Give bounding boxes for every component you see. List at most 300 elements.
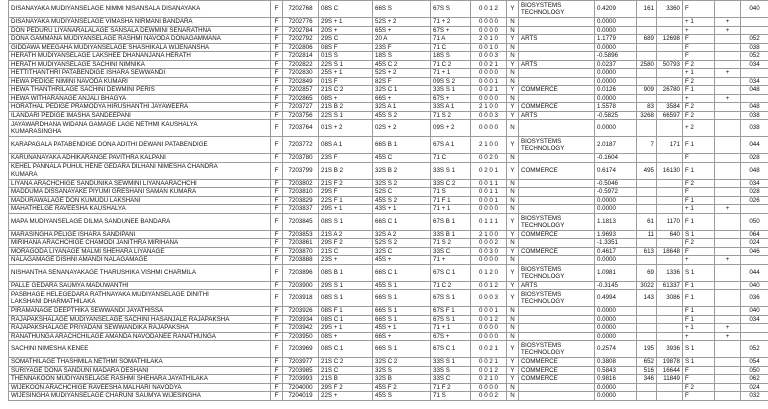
subject-1-result: 01S F (319, 77, 373, 86)
subject-1-result: 21S C 2 (319, 86, 373, 95)
result-code: 064 (741, 230, 768, 239)
common-test-result (715, 179, 741, 188)
district-rank (637, 239, 657, 248)
district-rank (637, 256, 657, 265)
common-test-result (715, 230, 741, 239)
subject-1-result: 22S S 1 (319, 111, 373, 120)
student-name: GIDDAWA MEEGAHA MUDIYANSELAGE SHASHIKALA WIJENANSHA (9, 43, 271, 52)
subject-3-result: 71 S 2 (431, 111, 471, 120)
z-score: -0.5896 (595, 52, 637, 61)
grade-counts: 0 0 0 0 (471, 94, 507, 103)
z-score: 0.0126 (595, 86, 637, 95)
subject-3-result: 71 C 2 (431, 281, 471, 290)
district-rank: 2580 (637, 60, 657, 69)
common-test-result (715, 247, 741, 256)
table-row (9, 120, 768, 137)
gender: F (271, 154, 283, 163)
district-rank (637, 307, 657, 316)
subject-1-result: 21S F 2 (319, 179, 373, 188)
subject-2-result: 32S S (373, 366, 431, 375)
result-code: 024 (741, 383, 768, 392)
student-name: SURIYAGE DONA SANDUNI MADARA DESHANI (9, 366, 271, 375)
student-name: DISANAYAKA MUDIYANSELAGE VIMASHA NIRMANI BANDARA (9, 18, 271, 27)
eligibility-flag: N (507, 239, 519, 248)
district-rank: 83 (637, 103, 657, 112)
common-test-result (715, 162, 741, 179)
subject-3-result: 33S A 1 (431, 103, 471, 112)
grade-counts: 0 0 3 0 (471, 247, 507, 256)
index-number: 7202768 (283, 1, 319, 18)
general-test-result: S 1 (683, 341, 715, 358)
gender: F (271, 324, 283, 333)
eligibility-flag: Y (507, 137, 519, 154)
common-test-result: + (715, 94, 741, 103)
subject-1-result: 08S S 1 (319, 213, 373, 230)
grade-counts: 0 0 1 1 (471, 179, 507, 188)
subject-1-result: 20S + (319, 26, 373, 35)
district-rank: 495 (637, 162, 657, 179)
index-number: 7203896 (283, 264, 319, 281)
student-name: MIRIHANA ARACHCHIGE CHAMODI JANITHRA MIRIHANA (9, 239, 271, 248)
eligibility-flag: Y (507, 86, 519, 95)
island-rank (657, 77, 683, 86)
subject-1-result: 08S S 1 (319, 290, 373, 307)
gender: F (271, 179, 283, 188)
island-rank: 26780 (657, 86, 683, 95)
subject-1-result: 21S B (319, 375, 373, 384)
gender: F (271, 341, 283, 358)
eligibility-flag: Y (507, 264, 519, 281)
subject-1-result: 01S S (319, 52, 373, 61)
subject-2-result: 66S B 1 (373, 137, 431, 154)
stream: COMMERCE (519, 103, 595, 112)
general-test-result: F 1 (683, 137, 715, 154)
island-rank: 640 (657, 230, 683, 239)
grade-counts: 0 0 0 1 (471, 77, 507, 86)
general-test-result: F 2 (683, 239, 715, 248)
district-rank (637, 324, 657, 333)
stream: BIOSYSTEMS TECHNOLOGY (519, 264, 595, 281)
z-score: 0.0000 (595, 392, 637, 401)
index-number: 7203853 (283, 230, 319, 239)
island-rank (657, 52, 683, 61)
index-number: 7203942 (283, 324, 319, 333)
z-score: -0.5825 (595, 111, 637, 120)
z-score: 0.0000 (595, 18, 637, 27)
general-test-result: + (683, 94, 715, 103)
gender: F (271, 26, 283, 35)
index-number: 7203977 (283, 358, 319, 367)
subject-3-result: 67S F 1 (431, 307, 471, 316)
student-name: KEHEL PANNALA PUHUL HENE GEDARA DILHANI NIMESHA CHANDRA KUMARA (9, 162, 271, 179)
table-row (9, 103, 768, 112)
grade-counts: 0 0 0 0 (471, 120, 507, 137)
stream (519, 52, 595, 61)
result-code: 050 (741, 366, 768, 375)
subject-3-result: 67S C 1 (431, 341, 471, 358)
gender: F (271, 137, 283, 154)
subject-2-result: 32S C 2 (373, 358, 431, 367)
subject-2-result: 32S B 2 (373, 162, 431, 179)
z-score: 0.4209 (595, 1, 637, 18)
result-code: 028 (741, 188, 768, 197)
eligibility-flag: Y (507, 103, 519, 112)
subject-2-result: 45S + (373, 256, 431, 265)
common-test-result (715, 196, 741, 205)
island-rank: 1336 (657, 264, 683, 281)
table-row (9, 77, 768, 86)
island-rank: 50793 (657, 60, 683, 69)
grade-counts: 0 0 1 2 (471, 315, 507, 324)
gender: F (271, 315, 283, 324)
grade-counts: 0 0 0 0 (471, 26, 507, 35)
district-rank (637, 205, 657, 214)
island-rank (657, 94, 683, 103)
student-name: PASBHAGE HELEGEDARA RATHNAYAKA MUDIYANSELAGE DINITHI LAKSHANI DHARMATHILAKA (9, 290, 271, 307)
index-number: 7203772 (283, 137, 319, 154)
district-rank (637, 52, 657, 61)
district-rank (637, 383, 657, 392)
island-rank: 3086 (657, 290, 683, 307)
stream: BIOSYSTEMS TECHNOLOGY (519, 341, 595, 358)
grade-counts: 2 1 0 0 (471, 137, 507, 154)
district-rank: 346 (637, 375, 657, 384)
subject-2-result: 20 A (373, 35, 431, 44)
student-name: PIRAMANAGE DEEPTHIKA SEWWANDI JAYATHISSA (9, 307, 271, 316)
stream (519, 179, 595, 188)
eligibility-flag: N (507, 324, 519, 333)
grade-counts: 0 2 1 0 (471, 375, 507, 384)
z-score: 1.5578 (595, 103, 637, 112)
result-code: 038 (741, 111, 768, 120)
subject-1-result: 29S + 1 (319, 324, 373, 333)
grade-counts: 0 0 2 0 (471, 154, 507, 163)
student-name: JAYAWARDHANA WIDANA GAMAGE LAGE NETHMI KAUSHALYA KUMARASINGHA (9, 120, 271, 137)
subject-1-result: 23S F (319, 154, 373, 163)
student-name: HERATH MUDIYANSELAGE SACHINI NIMNIKA (9, 60, 271, 69)
z-score: 0.4994 (595, 290, 637, 307)
index-number: 7202814 (283, 52, 319, 61)
grade-counts: 0 0 0 0 (471, 256, 507, 265)
stream (519, 18, 595, 27)
island-rank: 171 (657, 137, 683, 154)
district-rank (637, 94, 657, 103)
stream: COMMERCE (519, 247, 595, 256)
result-code: 036 (741, 290, 768, 307)
subject-3-result: 71 + 1 (431, 324, 471, 333)
eligibility-flag: Y (507, 60, 519, 69)
z-score: 0.0000 (595, 383, 637, 392)
stream: ARTS (519, 60, 595, 69)
general-test-result: F (683, 392, 715, 401)
table-row (9, 1, 768, 18)
eligibility-flag: Y (507, 230, 519, 239)
common-test-result (715, 1, 741, 18)
eligibility-flag: Y (507, 281, 519, 290)
district-rank (637, 69, 657, 78)
grade-counts: 0 0 0 0 (471, 205, 507, 214)
general-test-result: S 1 (683, 230, 715, 239)
subject-2-result: 32S C 1 (373, 86, 431, 95)
index-number: 7203810 (283, 188, 319, 197)
z-score: 0.4617 (595, 247, 637, 256)
island-rank (657, 315, 683, 324)
gender: F (271, 358, 283, 367)
island-rank: 3360 (657, 1, 683, 18)
subject-1-result: 22S + (319, 392, 373, 401)
subject-1-result: 21S C (319, 366, 373, 375)
result-code: 038 (741, 120, 768, 137)
result-code: 050 (741, 213, 768, 230)
subject-1-result: 21S C (319, 247, 373, 256)
subject-2-result: 45S S 1 (373, 281, 431, 290)
general-test-result: + (683, 26, 715, 35)
stream: COMMERCE (519, 366, 595, 375)
z-score: -0.5046 (595, 179, 637, 188)
common-test-result (715, 60, 741, 69)
district-rank (637, 120, 657, 137)
subject-2-result: 45S S (373, 392, 431, 401)
eligibility-flag: N (507, 315, 519, 324)
index-number: 7203756 (283, 111, 319, 120)
stream: COMMERCE (519, 86, 595, 95)
results-table (8, 0, 768, 401)
island-rank (657, 43, 683, 52)
subject-3-result: 33S S 1 (431, 162, 471, 179)
gender: F (271, 43, 283, 52)
district-rank (637, 179, 657, 188)
subject-2-result: 52S + 2 (373, 69, 431, 78)
subject-2-result: 82S F (373, 77, 431, 86)
common-test-result (715, 383, 741, 392)
index-number: 7202822 (283, 60, 319, 69)
table-row (9, 332, 768, 341)
district-rank (637, 154, 657, 163)
table-row (9, 162, 768, 179)
student-name: HETTITHANTHRI PATABENDIGE ISHARA SEWWANDI (9, 69, 271, 78)
stream: BIOSYSTEMS TECHNOLOGY (519, 1, 595, 18)
student-name: RANATHUNGA ARACHCHILAGE AMANDA NAVODANEE RANATHUNGA (9, 332, 271, 341)
stream: COMMERCE (519, 162, 595, 179)
stream (519, 392, 595, 401)
stream: BIOSYSTEMS TECHNOLOGY (519, 213, 595, 230)
subject-1-result: 29S C (319, 35, 373, 44)
grade-counts: 0 0 0 2 (471, 392, 507, 401)
z-score: 0.0237 (595, 60, 637, 69)
eligibility-flag: Y (507, 111, 519, 120)
common-test-result: + (715, 69, 741, 78)
subject-2-result: 52S C (373, 188, 431, 197)
general-test-result: F (683, 247, 715, 256)
stream (519, 307, 595, 316)
common-test-result (715, 281, 741, 290)
subject-3-result: 33S S 1 (431, 358, 471, 367)
result-code (741, 69, 768, 78)
table-row (9, 188, 768, 197)
eligibility-flag: N (507, 69, 519, 78)
student-name: DON PEDURU LIYANARALALAGE SANSALA DEWMINI SENARATHNA (9, 26, 271, 35)
subject-2-result: 66S S 1 (373, 315, 431, 324)
subject-1-result: 08S A 1 (319, 137, 373, 154)
stream (519, 196, 595, 205)
stream (519, 383, 595, 392)
gender: F (271, 213, 283, 230)
stream: COMMERCE (519, 375, 595, 384)
student-name: MADDUMA DISSANAYAKE PIYUMI GRESHANI SAMAN KUMARA (9, 188, 271, 197)
subject-3-result: 71 + 2 (431, 18, 471, 27)
table-row (9, 43, 768, 52)
stream (519, 77, 595, 86)
island-rank (657, 196, 683, 205)
stream: BIOSYSTEMS TECHNOLOGY (519, 290, 595, 307)
common-test-result (715, 239, 741, 248)
district-rank (637, 188, 657, 197)
subject-2-result: 45S + 1 (373, 324, 431, 333)
gender: F (271, 69, 283, 78)
student-name: HEWA WITHARANAGE ANJALI BHAGYA (9, 94, 271, 103)
common-test-result: + (715, 205, 741, 214)
common-test-result (715, 111, 741, 120)
eligibility-flag: Y (507, 375, 519, 384)
common-test-result (715, 341, 741, 358)
result-code (741, 324, 768, 333)
eligibility-flag: N (507, 43, 519, 52)
subject-3-result: 67S + (431, 26, 471, 35)
stream: ARTS (519, 281, 595, 290)
z-score: 0.9816 (595, 375, 637, 384)
island-rank: 16130 (657, 162, 683, 179)
general-test-result: F 2 (683, 179, 715, 188)
stream (519, 332, 595, 341)
z-score: 0.0000 (595, 324, 637, 333)
subject-2-result: 66S + (373, 94, 431, 103)
gender: F (271, 111, 283, 120)
student-name: MADURAWALAGE DON KUMUDU LAKSHANI (9, 196, 271, 205)
eligibility-flag: N (507, 52, 519, 61)
z-score: 0.0000 (595, 69, 637, 78)
student-name: SACHINI NIMESHA KENEE (9, 341, 271, 358)
eligibility-flag: N (507, 188, 519, 197)
general-test-result: F 2 (683, 103, 715, 112)
gender: F (271, 392, 283, 401)
subject-1-result: 22S F 1 (319, 196, 373, 205)
general-test-result: F 1 (683, 290, 715, 307)
stream: BIOSYSTEMS TECHNOLOGY (519, 137, 595, 154)
island-rank (657, 256, 683, 265)
table-row (9, 196, 768, 205)
z-score: 0.0000 (595, 332, 637, 341)
z-score: -0.5972 (595, 188, 637, 197)
table-row (9, 94, 768, 103)
eligibility-flag: N (507, 77, 519, 86)
table-row (9, 86, 768, 95)
subject-2-result: 45S F 2 (373, 383, 431, 392)
table-row (9, 52, 768, 61)
student-name: RAJAPAKSHALAGE PRIYADANI SEWWANDIKA RAJAPAKSHA (9, 324, 271, 333)
subject-2-result: 02S + 2 (373, 120, 431, 137)
subject-3-result: 67S + (431, 94, 471, 103)
eligibility-flag: Y (507, 366, 519, 375)
student-name: RAJAPAKSHALAGE MUDIYANSELAGE SACHINI HASANJALE RAJAPAKSHA (9, 315, 271, 324)
general-test-result: F 2 (683, 383, 715, 392)
common-test-result (715, 392, 741, 401)
subject-1-result: 08S C (319, 1, 373, 18)
island-rank: 66597 (657, 111, 683, 120)
island-rank: 16644 (657, 366, 683, 375)
result-code (741, 26, 768, 35)
gender: F (271, 332, 283, 341)
district-rank (637, 26, 657, 35)
result-code: 052 (741, 35, 768, 44)
z-score: 1.9693 (595, 230, 637, 239)
index-number: 7203727 (283, 103, 319, 112)
grade-counts: 0 1 1 1 (471, 213, 507, 230)
result-code: 048 (741, 103, 768, 112)
gender: F (271, 77, 283, 86)
stream: ARTS (519, 35, 595, 44)
subject-3-result: 71 S (431, 188, 471, 197)
common-test-result (715, 103, 741, 112)
gender: F (271, 205, 283, 214)
district-rank: 161 (637, 1, 657, 18)
general-test-result: + 2 (683, 120, 715, 137)
grade-counts: 0 0 0 0 (471, 324, 507, 333)
island-rank: 11849 (657, 375, 683, 384)
common-test-result (715, 264, 741, 281)
z-score: 1.1779 (595, 35, 637, 44)
gender: F (271, 307, 283, 316)
result-code (741, 256, 768, 265)
z-score: 0.3808 (595, 358, 637, 367)
result-code: 040 (741, 307, 768, 316)
common-test-result (715, 315, 741, 324)
subject-1-result: 08S C 1 (319, 341, 373, 358)
general-test-result: F 1 (683, 213, 715, 230)
subject-3-result: 33S C (431, 247, 471, 256)
stream (519, 188, 595, 197)
common-test-result: + (715, 256, 741, 265)
index-number: 7202830 (283, 69, 319, 78)
table-row (9, 35, 768, 44)
student-name: HERATH MUDIYANSELAGE LAKSHEE DHANANJANA HERATH (9, 52, 271, 61)
eligibility-flag: N (507, 383, 519, 392)
subject-3-result: 09S + 2 (431, 120, 471, 137)
subject-3-result: 71 + 1 (431, 205, 471, 214)
subject-1-result: 08S F 1 (319, 307, 373, 316)
stream: COMMERCE (519, 230, 595, 239)
common-test-result (715, 358, 741, 367)
subject-2-result: 32S B (373, 375, 431, 384)
grade-counts: 0 0 0 0 (471, 18, 507, 27)
eligibility-flag: N (507, 392, 519, 401)
district-rank (637, 332, 657, 341)
student-name: LIYANA ARACHCHIGE SANDUNIKA SEWMINI LIYANAARACHCHI (9, 179, 271, 188)
island-rank: 3584 (657, 103, 683, 112)
subject-3-result: 71 + (431, 256, 471, 265)
student-name: NISHANTHA SENANAYAKAGE THARUSHIKA VISHMI CHARMILA (9, 264, 271, 281)
subject-1-result: 08S C 1 (319, 315, 373, 324)
grade-counts: 0 0 1 2 (471, 366, 507, 375)
subject-1-result: 08S B 1 (319, 264, 373, 281)
common-test-result (715, 307, 741, 316)
result-code: 038 (741, 43, 768, 52)
general-test-result: F (683, 375, 715, 384)
table-row (9, 213, 768, 230)
table-row (9, 18, 768, 27)
student-name: DONA GAMMANA MUDIYANSELAGE RASHMI NAVODA DONAGAMMANA (9, 35, 271, 44)
student-name: HEWA PEDIGE NIMINI NAVODA KUMARI (9, 77, 271, 86)
result-code: 054 (741, 358, 768, 367)
